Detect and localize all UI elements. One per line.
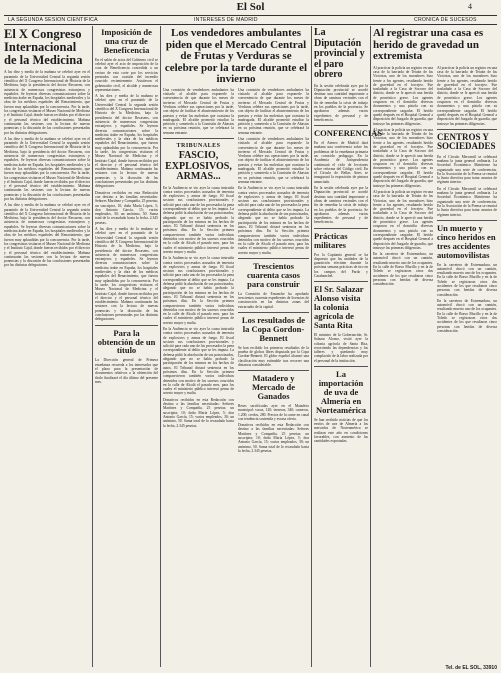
centros-headline: CENTROS Y SOCIEDADES: [437, 131, 496, 152]
masthead-title: El Sol: [236, 1, 265, 13]
matadero-headline: Matadero y Mercado de Ganados: [251, 373, 296, 402]
accidentes-body: En la carretera de Extremadura, un automóvil chocó con un camión, resultando muerto uno de los ocupantes. En la calle de Bravo Murillo y en la de Toledo se registraron otros dos accidentes de los que resultaron cinco personas con heridas de diversa consideración.: [437, 262, 497, 297]
conferencias-body-cont: En la sesión celebrada ayer por la Diputación provincial se acordó destinar una cantidad importante a obras de caminos vecinales con el fin de remediar la crisis de trabajo en los pueblos de la provincia. Se aprobaron además varios expedientes de personal y de beneficencia.: [314, 186, 368, 225]
vendedores-left: [163, 88, 234, 456]
accidentes-body-cont: En la carretera de Extremadura, un automóvil chocó con un camión, resultando muerto uno de los ocupantes. En la calle de Bravo Murillo y en la de Toledo se registraron otros dos accidentes de los que resultaron cinco personas con heridas de diversa consideración.: [437, 298, 497, 333]
vendedores-headline: Los vendedores ambulantes piden que el Mercado Central de Frutas y Verduras se celebre por la tarde durante el invierno: [164, 27, 308, 86]
section-bar: [4, 15, 497, 25]
page-number: 4: [468, 2, 472, 11]
section-label-left: LA SEGUNDA SESION CIENTIFICA: [8, 17, 98, 23]
vendedores-body-cont2: Una comisión de vendedores ambulantes ha visitado al alcalde para exponerle la conveniencia de que durante los meses de invierno el Mercado Central de Frutas y Verduras celebre sus operaciones por la tarde, con objeto de facilitar el abastecimiento de los puestos y evitar las molestias que ocasiona la madrugada. El alcalde prometió estudiar la petición y someterla a la Comisión de Abastos en su próxima reunión, que se celebrará la semana entrante.: [238, 137, 309, 184]
tribunales-body-cont: En la Audiencia se vio ayer la causa instruida contra varios procesados acusados de tenencia de explosivos y armas de fuego. El fiscal sostuvo sus conclusiones provisionales y solicitó para cada uno de los procesados la pena correspondiente al delito que se les imputa. La defensa pidió la absolución de sus patrocinados, alegando que no se había probado la participación de los mismos en los hechos de autos. El Tribunal dictará sentencia en los próximos días. En la Sección primera comparecieron también varios individuos detenidos con motivo de los sucesos ocurridos en la calle de Alcalá el pasado mes, para los cuales el ministerio público interesó penas de arresto mayor y multa.: [163, 256, 234, 325]
importacion-body: Se han recibido noticias de que los envíos de uva de Almería a los mercados de Norteamérica se realizan este año en condiciones favorables, con aumento de las cantidades exportadas.: [314, 417, 368, 444]
congreso-body: A las diez y media de la mañana se celebró ayer en el paraninfo de la Universidad Central la segunda sesión científica del X Congreso Internacional de Historia de la Medicina, bajo la presidencia del doctor Recasens, con asistencia de numerosos congresistas extranjeros y españoles. Se leyeron diversas comunicaciones sobre la medicina árabe en España, los hospitales medievales y la obra de los médicos españoles del Renacimiento, que fueron muy aplaudidas por la concurrencia. Por la tarde, los congresistas visitaron el Museo Nacional de Medicina y el Instituto Cajal, donde fueron recibidos por el director y el personal técnico del establecimiento. Mañana continuarán las sesiones con la lectura de nuevas ponencias y la discusión de las conclusiones presentadas por las distintas delegaciones.: [4, 70, 90, 135]
registrar-columns: [373, 66, 497, 336]
column-rule: [160, 26, 161, 667]
congreso-body-cont2: A las diez y media de la mañana se celebró ayer en el paraninfo de la Universidad Central la segunda sesión científica del X Congreso Internacional de Historia de la Medicina, bajo la presidencia del doctor Recasens, con asistencia de numerosos congresistas extranjeros y españoles. Se leyeron diversas comunicaciones sobre la medicina árabe en España, los hospitales medievales y la obra de los médicos españoles del Renacimiento, que fueron muy aplaudidas por la concurrencia. Por la tarde, los congresistas visitaron el Museo Nacional de Medicina y el Instituto Cajal, donde fueron recibidos por el director y el personal técnico del establecimiento. Mañana continuarán las sesiones con la lectura de nuevas ponencias y la discusión de las conclusiones presentadas por las distintas delegaciones.: [4, 203, 90, 268]
congreso-body-cont: A las diez y media de la mañana se celebró ayer en el paraninfo de la Universidad Central la segunda sesión científica del X Congreso Internacional de Historia de la Medicina, bajo la presidencia del doctor Recasens, con asistencia de numerosos congresistas extranjeros y españoles. Se leyeron diversas comunicaciones sobre la medicina árabe en España, los hospitales medievales y la obra de los médicos españoles del Renacimiento, que fueron muy aplaudidas por la concurrencia. Por la tarde, los congresistas visitaron el Museo Nacional de Medicina y el Instituto Cajal, donde fueron recibidos por el director y el personal técnico del establecimiento. Mañana continuarán las sesiones con la lectura de nuevas ponencias y la discusión de las conclusiones presentadas por las distintas delegaciones.: [4, 136, 90, 201]
registrar-body-cont3: En la carretera de Extremadura, un automóvil chocó con un camión, resultando muerto uno de los ocupantes. En la calle de Bravo Murillo y en la de Toledo se registraron otros dos accidentes de los que resultaron cinco personas con heridas de diversa consideración.: [373, 252, 433, 287]
tribunales-body: En la Audiencia se vio ayer la causa instruida contra varios procesados acusados de tenencia de explosivos y armas de fuego. El fiscal sostuvo sus conclusiones provisionales y solicitó para cada uno de los procesados la pena correspondiente al delito que se les imputa. La defensa pidió la absolución de sus patrocinados, alegando que no se había probado la participación de los mismos en los hechos de autos. El Tribunal dictará sentencia en los próximos días. En la Sección primera comparecieron también varios individuos detenidos con motivo de los sucesos ocurridos en la calle de Alcalá el pasado mes, para los cuales el ministerio público interesó penas de arresto mayor y multa.: [163, 185, 234, 254]
divider: [314, 228, 368, 229]
column-5: [314, 26, 383, 667]
matadero-body-cont: Donativos recibidos en esta Redacción con destino a las familias necesitadas: Señores Martínez y Compañía, 25 pesetas; un suscriptor, 10; doña María López, 5; don Antonio García, 15; varios empleados, 30; un anónimo, 50. Suma total de lo recaudado hasta la fecha, 2.345 pesetas.: [238, 423, 309, 453]
practicas-body: Por la Capitanía general se ha dispuesto que las unidades de la guarnición efectúen durante la próxima semana prácticas de tiro en los campos del Pardo y Carabanchel.: [314, 252, 368, 279]
divider: [437, 220, 497, 221]
congreso-continued-2: A las diez y media de la mañana se celebró ayer en el paraninfo de la Universidad Central la segunda sesión científica del X Congreso Internacional de Historia de la Medicina, bajo la presidencia del doctor Recasens, con asistencia de numerosos congresistas extranjeros y españoles. Se leyeron diversas comunicaciones sobre la medicina árabe en España, los hospitales medievales y la obra de los médicos españoles del Renacimiento, que fueron muy aplaudidas por la concurrencia. Por la tarde, los congresistas visitaron el Museo Nacional de Medicina y el Instituto Cajal, donde fueron recibidos por el director y el personal técnico del establecimiento. Mañana continuarán las sesiones con la lectura de nuevas ponencias y la discusión de las conclusiones presentadas por las distintas delegaciones.: [95, 227, 158, 322]
obtencion-headline: Para la obtención de un título: [97, 327, 156, 356]
divider: [314, 125, 368, 126]
column-2: [95, 26, 158, 667]
obtencion-body: La Dirección general de Primera enseñanza recuerda a los interesados que el plazo para la presentación de documentos relativos a la obtención del título finalizará el día último del presente mes.: [95, 358, 158, 384]
column-rule: [311, 26, 312, 667]
tribunales-body-cont2: En la Audiencia se vio ayer la causa instruida contra varios procesados acusados de tenencia de explosivos y armas de fuego. El fiscal sostuvo sus conclusiones provisionales y solicitó para cada uno de los procesados la pena correspondiente al delito que se les imputa. La defensa pidió la absolución de sus patrocinados, alegando que no se había probado la participación de los mismos en los hechos de autos. El Tribunal dictará sentencia en los próximos días. En la Sección primera comparecieron también varios individuos detenidos con motivo de los sucesos ocurridos en la calle de Alcalá el pasado mes, para los cuales el ministerio público interesó penas de arresto mayor y multa.: [163, 327, 234, 396]
congreso-headline: El X Congreso Internacional de la Medicina: [4, 27, 83, 68]
divider: [95, 325, 158, 326]
section-label-right: CRONICA DE SUCESOS: [414, 17, 477, 23]
registrar-right: [437, 66, 497, 336]
center-block: [163, 26, 309, 667]
salazar-headline: El Sr. Salazar Alonso visita la colonia agrícola de Santa Rita: [314, 284, 364, 331]
resultados-body: Se han recibido los primeros resultados de la prueba de globos libres disputada por la Copa Gordon-Bennett. El globo español alcanzó una clasificación muy estimable tras recorrer una distancia considerable.: [238, 345, 309, 367]
divider: [163, 138, 234, 139]
divider: [314, 281, 368, 282]
tribunales-headline: FASCIO, EXPLOSIVOS, ARMAS...: [165, 150, 232, 182]
resultados-headline: Los resultados de la Copa Gordon-Bennett: [241, 314, 306, 343]
divider: [314, 366, 368, 367]
registrar-body-cont2: Al practicar la policía un registro en una casa de la barriada de Tetuán de las Victorias, uno de los moradores hizo frente a los agentes, resultando herido de gravedad en el forcejeo. Fue trasladado a la Casa de Socorro del distrito, donde se le apreció una herida de pronóstico grave. Los agentes ocuparon en el domicilio diversos documentos y una pistola con su correspondiente cargador. El herido quedó después en el Hospital General a disposición del Juzgado de guardia, que instruye las primeras diligencias.: [373, 189, 433, 250]
divider: [238, 312, 309, 313]
salazar-body: El ministro de la Gobernación, Sr. Salazar Alonso, visitó ayer la colonia agrícola de Santa Rita, recorriendo las dependencias y los talleres y quedando muy complacido de la labor realizada por el personal de la institución.: [314, 332, 368, 363]
footer-phone: Tel. de EL SOL, 33910: [445, 665, 497, 671]
centros-body-cont: En el Círculo Mercantil se celebrará mañana la junta general ordinaria. La Sociedad Económica Matritense ha organizado una serie de conferencias. En la Asociación de la Prensa se reunirá la Junta directiva para tratar asuntos de régimen interior.: [437, 186, 497, 217]
vendedores-right: [238, 88, 309, 456]
matadero-body: Reses sacrificadas ayer en el Matadero municipal: vacas, 120; terneras, 340; carneros, 1.200; cerdos, 280. Precios de la carne en canal con tendencia sostenida y escasa oferta.: [238, 403, 309, 421]
section-label-center: INTERESES DE MADRID: [194, 17, 258, 23]
vendedores-body-cont3: En la Audiencia se vio ayer la causa instruida contra varios procesados acusados de tenencia de explosivos y armas de fuego. El fiscal sostuvo sus conclusiones provisionales y solicitó para cada uno de los procesados la pena correspondiente al delito que se les imputa. La defensa pidió la absolución de sus patrocinados, alegando que no se había probado la participación de los mismos en los hechos de autos. El Tribunal dictará sentencia en los próximos días. En la Sección primera comparecieron también varios individuos detenidos con motivo de los sucesos ocurridos en la calle de Alcalá el pasado mes, para los cuales el ministerio público interesó penas de arresto mayor y multa.: [238, 186, 309, 255]
divider: [238, 258, 309, 259]
tribunales-label: TRIBUNALES: [176, 143, 221, 149]
divider: [437, 129, 497, 130]
centros-body: En el Círculo Mercantil se celebrará mañana la junta general ordinaria. La Sociedad Económica Matritense ha organizado una serie de conferencias. En la Asociación de la Prensa se reunirá la Junta directiva para tratar asuntos de régimen interior.: [437, 154, 497, 185]
congreso-continued: A las diez y media de la mañana se celebró ayer en el paraninfo de la Universidad Central la segunda sesión científica del X Congreso Internacional de Historia de la Medicina, bajo la presidencia del doctor Recasens, con asistencia de numerosos congresistas extranjeros y españoles. Se leyeron diversas comunicaciones sobre la medicina árabe en España, los hospitales medievales y la obra de los médicos españoles del Renacimiento, que fueron muy aplaudidas por la concurrencia. Por la tarde, los congresistas visitaron el Museo Nacional de Medicina y el Instituto Cajal, donde fueron recibidos por el director y el personal técnico del establecimiento. Mañana continuarán las sesiones con la lectura de nuevas ponencias y la discusión de las conclusiones presentadas por las distintas delegaciones.: [95, 94, 158, 189]
imposicion-headline: Imposición de una cruz de Beneficencia: [101, 27, 152, 55]
column-rule: [92, 26, 93, 667]
diputacion-headline: La Diputación provincial y el paro obrero: [314, 27, 365, 80]
vendedores-body: Una comisión de vendedores ambulantes ha visitado al alcalde para exponerle la conveniencia de que durante los meses de invierno el Mercado Central de Frutas y Verduras celebre sus operaciones por la tarde, con objeto de facilitar el abastecimiento de los puestos y evitar las molestias que ocasiona la madrugada. El alcalde prometió estudiar la petición y someterla a la Comisión de Abastos en su próxima reunión, que se celebrará la semana entrante.: [163, 87, 234, 135]
column-6: [373, 26, 497, 667]
trescientos-body: La Comisión de Ensanche ha aprobado trescientos cuarenta expedientes de licencias de construcción en las distintas zonas del extrarradio de la capital.: [238, 291, 309, 309]
column-1: [4, 26, 90, 667]
trescientos-headline: Trescientos cuarenta casos para construir: [247, 261, 300, 289]
registrar-left: [373, 66, 433, 336]
diputacion-body: En la sesión celebrada ayer por la Diputación provincial se acordó destinar una cantidad importante a obras de caminos vecinales con el fin de remediar la crisis de trabajo en los pueblos de la provincia. Se aprobaron además varios expedientes de personal y de beneficencia.: [314, 83, 368, 122]
vendedores-columns: [163, 88, 309, 456]
registrar-headline: Al registrar una casa es herido de gravedad un extremista: [373, 27, 484, 63]
beneficencia-body: Donativos recibidos en esta Redacción con destino a las familias necesitadas: Señores Martínez y Compañía, 25 pesetas; un suscriptor, 10; doña María López, 5; don Antonio García, 15; varios empleados, 30; un anónimo, 50. Suma total de lo recaudado hasta la fecha, 2.345 pesetas.: [95, 190, 158, 225]
vendedores-body-cont: Una comisión de vendedores ambulantes ha visitado al alcalde para exponerle la conveniencia de que durante los meses de invierno el Mercado Central de Frutas y Verduras celebre sus operaciones por la tarde, con objeto de facilitar el abastecimiento de los puestos y evitar las molestias que ocasiona la madrugada. El alcalde prometió estudiar la petición y someterla a la Comisión de Abastos en su próxima reunión, que se celebrará la semana entrante.: [238, 87, 309, 135]
accidentes-headline: Un muerto y cinco heridos en tres accidentes automovilistas: [437, 222, 496, 260]
column-rule: [370, 26, 371, 667]
registrar-body-cont: Al practicar la policía un registro en una casa de la barriada de Tetuán de las Victorias, uno de los moradores hizo frente a los agentes, resultando herido de gravedad en el forcejeo. Fue trasladado a la Casa de Socorro del distrito, donde se le apreció una herida de pronóstico grave. Los agentes ocuparon en el domicilio diversos documentos y una pistola con su correspondiente cargador. El herido quedó después en el Hospital General a disposición del Juzgado de guardia, que instruye las primeras diligencias.: [373, 127, 433, 188]
practicas-headline: Prácticas militares: [314, 230, 348, 250]
importacion-headline: La importación de uva de Almería en Norteamérica: [315, 369, 367, 415]
registrar-body: Al practicar la policía un registro en una casa de la barriada de Tetuán de las Victorias, uno de los moradores hizo frente a los agentes, resultando herido de gravedad en el forcejeo. Fue trasladado a la Casa de Socorro del distrito, donde se le apreció una herida de pronóstico grave. Los agentes ocuparon en el domicilio diversos documentos y una pistola con su correspondiente cargador. El herido quedó después en el Hospital General a disposición del Juzgado de guardia, que instruye las primeras diligencias.: [373, 65, 433, 126]
imposicion-body: En el salón de actos del Gobierno civil se celebró ayer el acto de imposición de la cruz de Beneficencia concedida a un vecino de esta corte por los servicios prestados con ocasión del incendio ocurrido recientemente. Asistieron el gobernador civil, el alcalde y numerosas representaciones.: [95, 57, 158, 92]
registrar-body-cont4: Al practicar la policía un registro en una casa de la barriada de Tetuán de las Victorias, uno de los moradores hizo frente a los agentes, resultando herido de gravedad en el forcejeo. Fue trasladado a la Casa de Socorro del distrito, donde se le apreció una herida de pronóstico grave. Los agentes ocuparon en el domicilio diversos documentos y una pistola con su correspondiente cargador. El herido quedó después en el Hospital General a disposición del Juzgado de guardia, que instruye las primeras diligencias.: [437, 65, 497, 126]
beneficencia-list: Donativos recibidos en esta Redacción con destino a las familias necesitadas: Señores Martínez y Compañía, 25 pesetas; un suscriptor, 10; doña María López, 5; don Antonio García, 15; varios empleados, 30; un anónimo, 50. Suma total de lo recaudado hasta la fecha, 2.345 pesetas.: [163, 397, 234, 428]
conferencias-headline: CONFERENCIAS: [314, 128, 383, 139]
conferencias-body: En el Ateneo de Madrid dará mañana una conferencia sobre los problemas de la enseñanza primaria un conocido pedagogo. En la Academia de Jurisprudencia continuará el ciclo de lecciones sobre reforma del Código civil. En el Círculo de Bellas Artes se inaugurará la exposición de pintura anunciada.: [314, 141, 368, 184]
divider: [238, 370, 309, 371]
